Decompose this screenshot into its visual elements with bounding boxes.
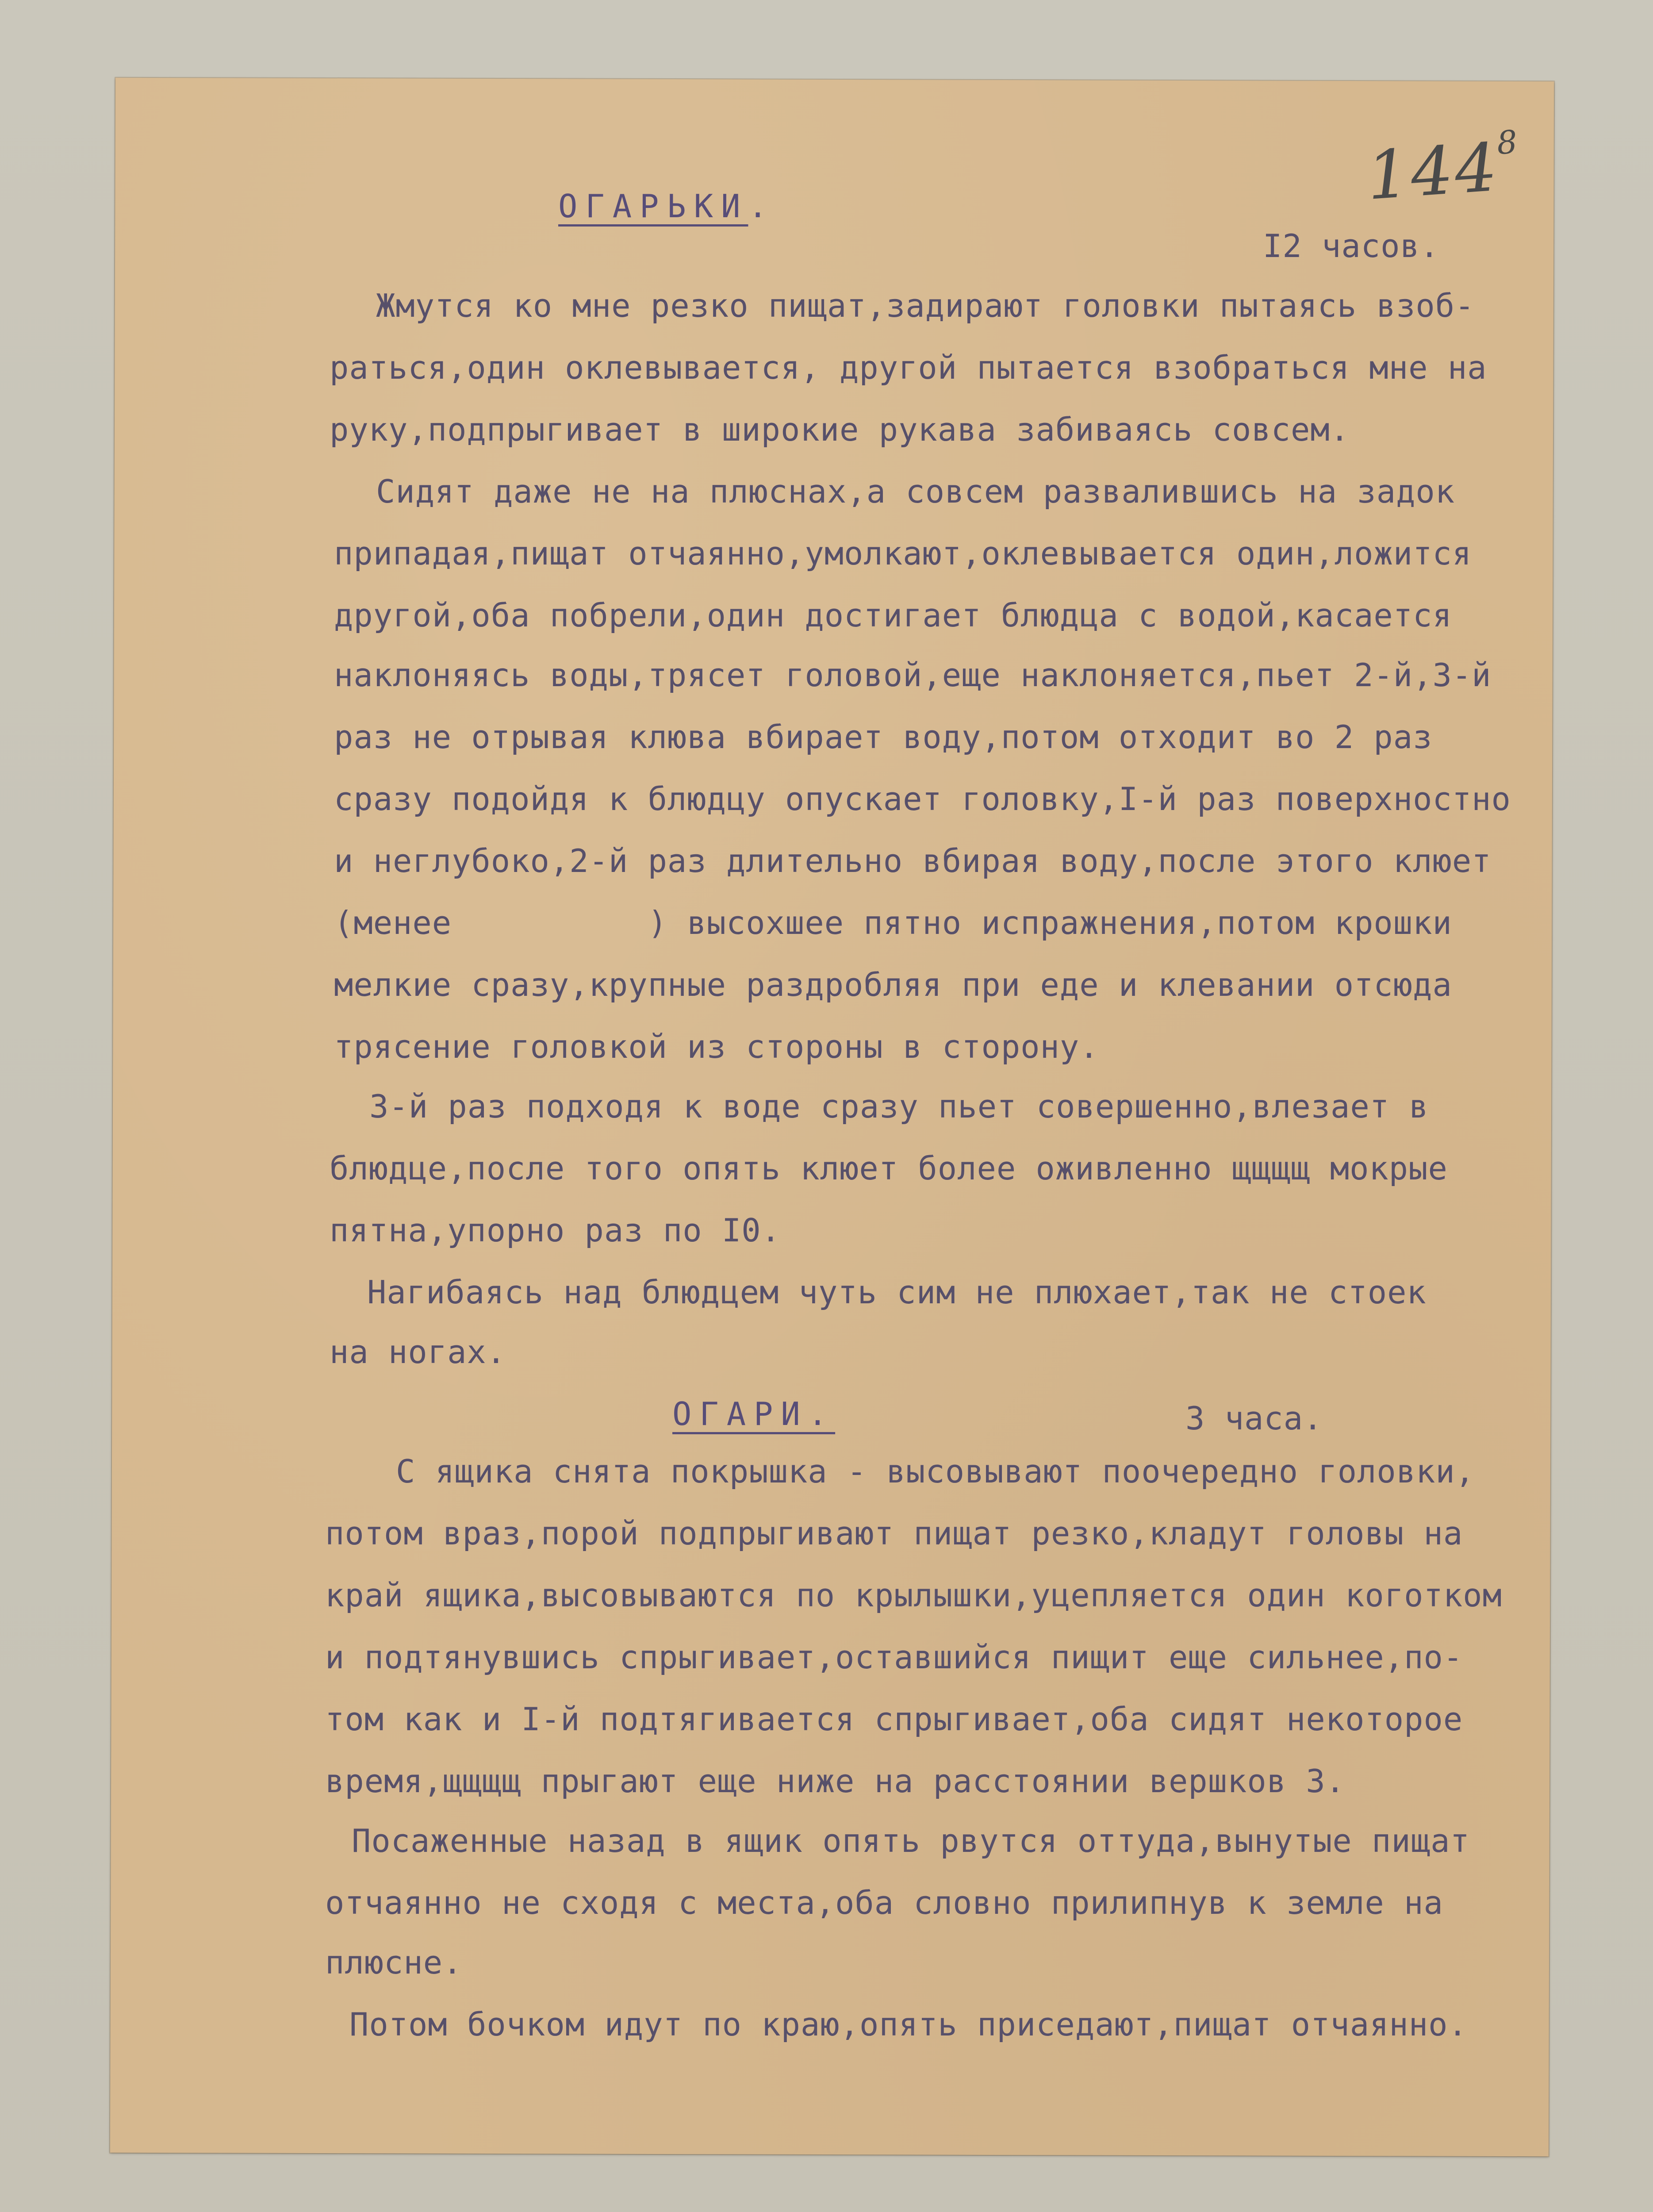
text-line: трясение головкой из стороны в сторону.	[334, 1028, 1099, 1065]
section1-title	[558, 188, 775, 225]
section1-title-end: .	[748, 188, 775, 225]
text-line: время,щщщщ прыгают еще ниже на расстоянии вершков 3.	[325, 1763, 1346, 1800]
text-line: и неглубоко,2-й раз длительно вбирая воду,после этого клюет	[334, 842, 1492, 879]
text-line: раз не отрывая клюва вбирает воду,потом отходит во 2 раз	[334, 718, 1433, 756]
section1-time: I2 часов.	[1263, 227, 1440, 265]
text-line: плюсне.	[325, 1944, 463, 1981]
text-line: мелкие сразу,крупные раздробляя при еде и клевании отсюда	[334, 966, 1452, 1003]
section2-title	[672, 1395, 836, 1432]
text-line: сразу подойдя к блюдцу опускает головку,I-й раз поверхностно	[334, 780, 1511, 818]
folio-number-main: 144	[1364, 129, 1502, 215]
text-line: блюдце,после того опять клюет более оживленно щщщщ мокрые	[330, 1150, 1448, 1187]
text-line: Потом бочком идут по краю,опять приседают,пищат отчаянно.	[349, 2006, 1468, 2043]
text-line: другой,оба побрели,один достигает блюдца с водой,касается	[334, 597, 1452, 634]
text-line: Посаженные назад в ящик опять рвутся оттуда,вынутые пищат	[352, 1822, 1470, 1859]
section2-title-text: ОГАРИ.	[672, 1395, 836, 1432]
text-line: на ногах.	[330, 1333, 506, 1371]
text-line: пятна,упорно раз по I0.	[330, 1212, 781, 1249]
text-line: Сидят даже не на плюснах,а совсем развалившись на задок	[376, 473, 1455, 510]
folio-number	[1364, 123, 1523, 215]
text-line: руку,подпрыгивает в широкие рукава забиваясь совсем.	[330, 411, 1350, 448]
text-line: том как и I-й подтягивается спрыгивает,оба сидят некоторое	[325, 1701, 1463, 1738]
section2-time: 3 часа.	[1185, 1400, 1323, 1437]
text-line: Жмутся ко мне резко пищат,задирают головки пытаясь взоб-	[376, 287, 1475, 324]
text-line: (менее ) высохшее пятно испражнения,потом крошки	[334, 904, 1452, 941]
text-line: потом враз,порой подпрыгивают пищат резко,кладут головы на	[325, 1515, 1463, 1552]
text-line: отчаянно не сходя с места,оба словно прилипнув к земле на	[325, 1884, 1443, 1921]
folio-number-suffix: 8	[1496, 123, 1520, 162]
text-line: припадая,пищат отчаянно,умолкают,оклевывается один,ложится	[334, 535, 1472, 572]
text-line: С ящика снята покрышка - высовывают поочередно головки,	[396, 1453, 1475, 1490]
text-line: Нагибаясь над блюдцем чуть сим не плюхает,так не стоек	[367, 1274, 1427, 1311]
text-line: раться,один оклевывается, другой пытается взобраться мне на	[330, 349, 1487, 386]
text-line: и подтянувшись спрыгивает,оставшийся пищит еще сильнее,по-	[325, 1639, 1463, 1676]
text-line: 3-й раз подходя к воде сразу пьет совершенно,влезает в	[369, 1088, 1429, 1125]
text-line: наклоняясь воды,трясет головой,еще наклоняется,пьет 2-й,3-й	[334, 657, 1492, 694]
text-line: край ящика,высовываются по крылышки,уцепляется один коготком	[325, 1577, 1502, 1614]
section1-title-text: ОГАРЬКИ	[558, 188, 748, 225]
